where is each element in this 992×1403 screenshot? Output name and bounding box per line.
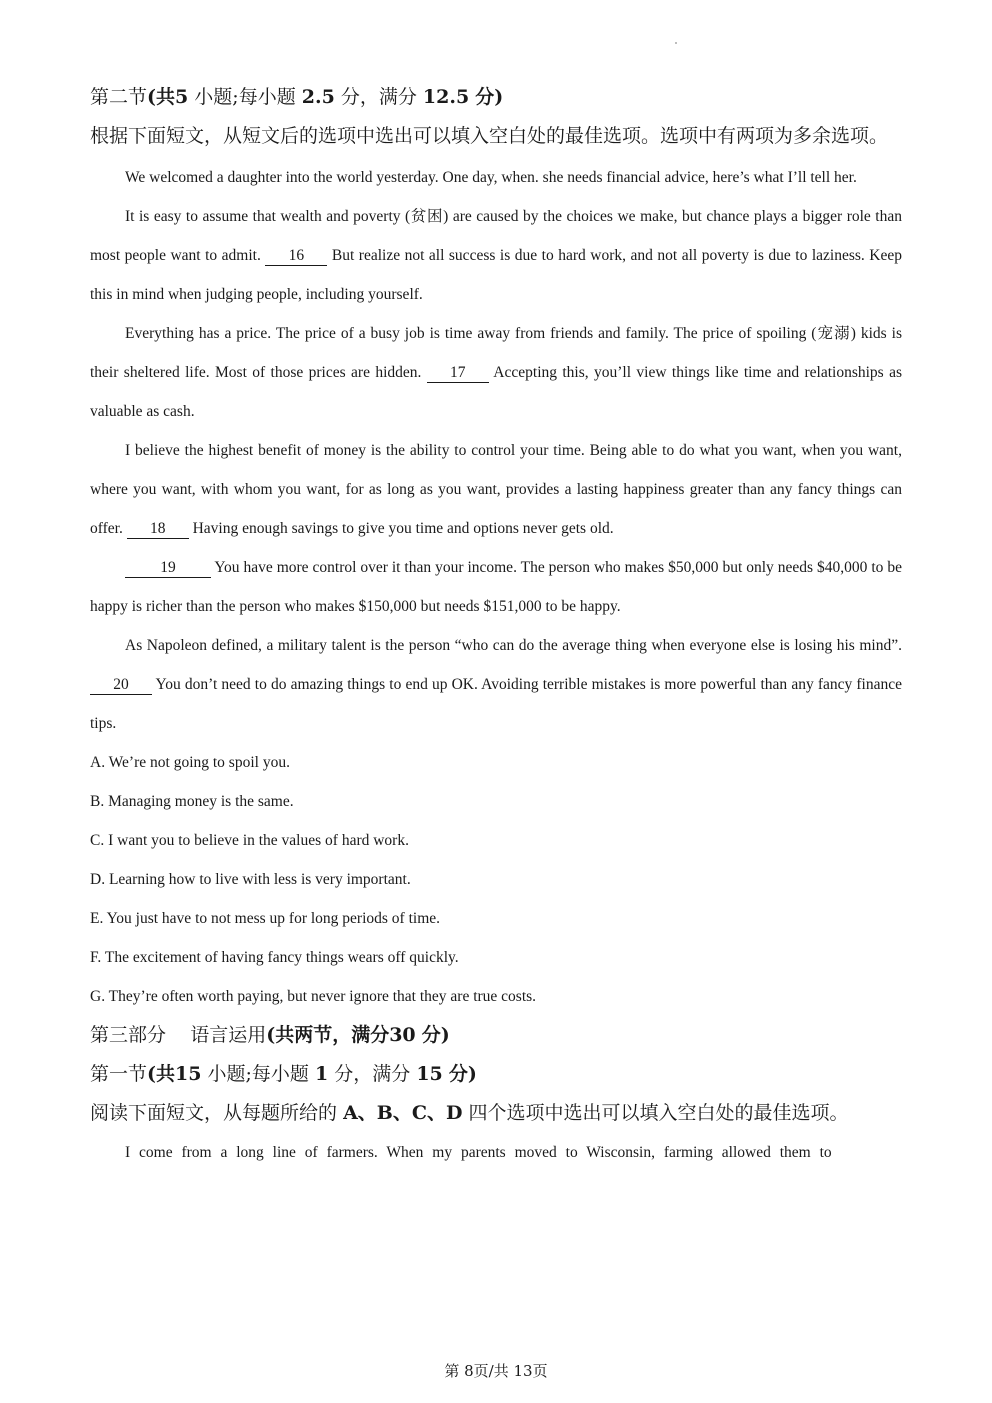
- blank-20[interactable]: 20: [90, 676, 152, 695]
- blank-19[interactable]: 19: [125, 559, 211, 578]
- option-f: F. The excitement of having fancy things wears off quickly.: [90, 949, 459, 966]
- section-1-heading: 第一节(共15 小题;每小题 1 分，满分 15 分): [90, 1063, 477, 1085]
- section-1-instruction: 阅读下面短文，从每题所给的 A、B、C、D 四个选项中选出可以填入空白处的最佳选项。: [90, 1102, 849, 1124]
- option-c: C. I want you to believe in the values of hard work.: [90, 832, 409, 849]
- passage-paragraph-5: 19 You have more control over it than your income. The person who makes $50,000 but only needs $40,000 to be happy is richer than the person who makes $150,000 but needs $151,000 to be happy.: [90, 559, 902, 615]
- scan-speck: [675, 42, 677, 44]
- option-d: D. Learning how to live with less is very important.: [90, 871, 411, 888]
- part-3-heading: 第三部分 语言运用(共两节，满分30 分): [90, 1024, 450, 1046]
- blank-18[interactable]: 18: [127, 520, 189, 539]
- page-content: [90, 78, 902, 1172]
- option-e: E. You just have to not mess up for long periods of time.: [90, 910, 441, 927]
- passage-paragraph-1: We welcomed a daughter into the world yesterday. One day, when. she needs financial advice, here’s what I’ll tell her.: [125, 169, 857, 186]
- blank-16[interactable]: 16: [265, 247, 327, 266]
- section-2-instruction: 根据下面短文，从短文后的选项中选出可以填入空白处的最佳选项。选项中有两项为多余选项。: [90, 125, 889, 147]
- passage-paragraph-2: It is easy to assume that wealth and poverty (贫困) are caused by the choices we make, but chance plays a bigger role than most people want to admit. 16 But realize not all success is due to hard work, and not all poverty is due to laziness. Keep this in mind when judging people, including yourself.: [90, 208, 902, 303]
- options-list: [90, 743, 902, 1016]
- option-b: B. Managing money is the same.: [90, 793, 294, 810]
- passage-paragraph-3: Everything has a price. The price of a busy job is time away from friends and family. The price of spoiling (宠溺) kids is their sheltered life. Most of those prices are hidden. 17 Accepting this, you’ll view things like time and relationships as valuable as cash.: [90, 325, 903, 420]
- option-a: A. We’re not going to spoil you.: [90, 754, 290, 771]
- option-g: G. They’re often worth paying, but never ignore that they are true costs.: [90, 988, 537, 1005]
- section-2-heading: 第二节(共5 小题;每小题 2.5 分，满分 12.5 分): [90, 86, 504, 108]
- blank-17[interactable]: 17: [427, 364, 489, 383]
- passage-paragraph-4: I believe the highest benefit of money is the ability to control your time. Being able to do what you want, when you want, where you want, with whom you want, for as long as you want, provides a lasting happiness greater than any fancy things can offer. 18 Having enough savings to give you time and options never gets old.: [90, 442, 902, 537]
- passage-2-paragraph-1: I come from a long line of farmers. When my parents moved to Wisconsin, farming allowed them to: [125, 1144, 832, 1161]
- passage-paragraph-6: As Napoleon defined, a military talent is the person “who can do the average thing when everyone else is losing his mind”. 20 You don’t need to do amazing things to end up OK. Avoiding terrible mistakes is more powerful than any fancy finance tips.: [90, 637, 902, 732]
- page-footer: 第 8页/共 13页: [444, 1362, 548, 1380]
